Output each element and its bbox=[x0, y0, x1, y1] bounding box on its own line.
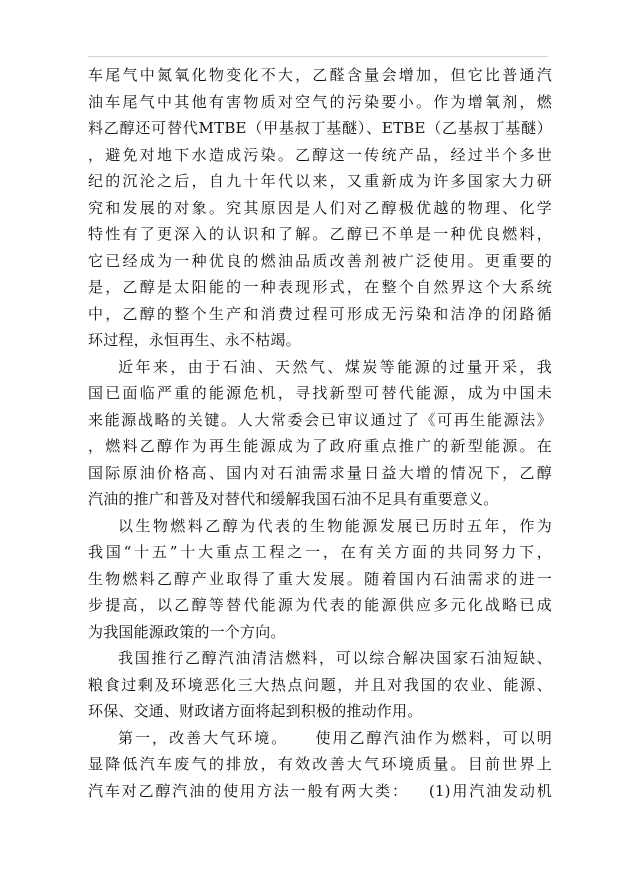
text-line: 油车尾气中其他有害物质对空气的污染要小。作为增氧剂，燃 bbox=[88, 92, 552, 111]
text-line: 显降低汽车废气的排放，有效改善大气环境质量。目前世界上 bbox=[88, 755, 552, 773]
text-line: 粮食过剩及环境恶化三大热点问题，并且对我国的农业、能源、 bbox=[88, 675, 552, 694]
text-line: 来能源战略的关键。人大常委会已审议通过了《可再生能源法》 bbox=[88, 410, 552, 429]
text-line: 环保、交通、财政诸方面将起到积极的推动作用。 bbox=[88, 702, 423, 720]
text-line: ，燃料乙醇作为再生能源成为了政府重点推广的新型能源。在 bbox=[88, 437, 552, 455]
text-line: 汽车对乙醇汽油的使用方法一般有两大类： (1)用汽油发动机 bbox=[88, 781, 552, 800]
text-line: 国已面临严重的能源危机，寻找新型可替代能源，成为中国未 bbox=[88, 384, 552, 402]
document-body bbox=[88, 62, 552, 804]
text-line: 纪的沉沦之后，自九十年代以来，又重新成为许多国家大力研 bbox=[88, 172, 552, 190]
text-line: 中，乙醇的整个生产和消费过程可形成无污染和洁净的闭路循 bbox=[88, 304, 552, 323]
paragraph-start-line: 以生物燃料乙醇为代表的生物能源发展已历时五年，作为 bbox=[118, 516, 552, 535]
paragraph-start-line: 我国推行乙醇汽油清洁燃料，可以综合解决国家石油短缺、 bbox=[118, 649, 552, 667]
text-line: 我国“十五”十大重点工程之一，在有关方面的共同努力下， bbox=[88, 543, 552, 561]
text-line: 国际原油价格高、国内对石油需求量日益大增的情况下，乙醇 bbox=[88, 463, 552, 482]
text-line: 汽油的推广和普及对替代和缓解我国石油不足具有重要意义。 bbox=[88, 490, 499, 508]
text-line: 生物燃料乙醇产业取得了重大发展。随着国内石油需求的进一 bbox=[88, 569, 552, 588]
text-line: 究和发展的对象。究其原因是人们对乙醇极优越的物理、化学 bbox=[88, 198, 552, 217]
paragraph-start-line: 第一，改善大气环境。 使用乙醇汽油作为燃料，可以明 bbox=[118, 728, 552, 747]
text-line: 是，乙醇是太阳能的一种表现形式，在整个自然界这个大系统 bbox=[88, 278, 552, 296]
text-line: 步提高，以乙醇等替代能源为代表的能源供应多元化战略已成 bbox=[88, 596, 552, 614]
paragraph-start-line: 近年来，由于石油、天然气、煤炭等能源的过量开采，我 bbox=[118, 357, 552, 376]
text-line: ，避免对地下水造成污染。乙醇这一传统产品，经过半个多世 bbox=[88, 145, 552, 164]
text-line: 特性有了更深入的认识和了解。乙醇已不单是一种优良燃料， bbox=[88, 225, 552, 243]
text-line: 它已经成为一种优良的燃油品质改善剂被广泛使用。更重要的 bbox=[88, 251, 552, 270]
text-line: 为我国能源政策的一个方向。 bbox=[88, 622, 286, 641]
text-line: 料乙醇还可替代MTBE（甲基叔丁基醚）、ETBE（乙基叔丁基醚） bbox=[88, 119, 552, 137]
text-line: 车尾气中氮氧化物变化不大，乙醛含量会增加，但它比普通汽 bbox=[88, 66, 552, 84]
text-line: 环过程，永恒再生、永不枯竭。 bbox=[88, 331, 301, 349]
header-divider bbox=[88, 56, 548, 57]
